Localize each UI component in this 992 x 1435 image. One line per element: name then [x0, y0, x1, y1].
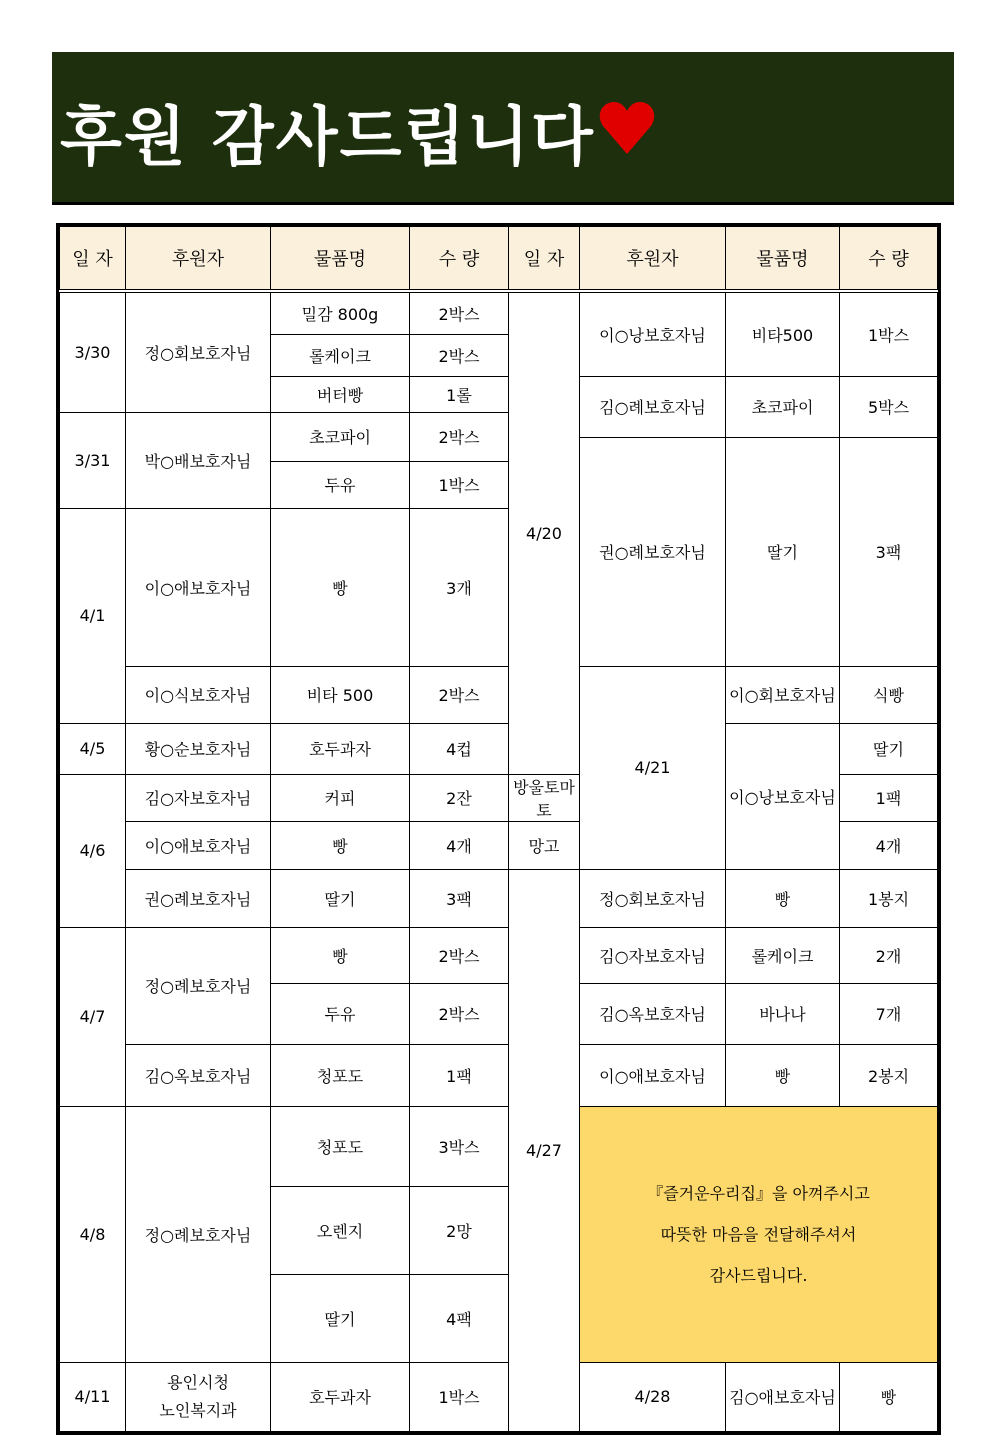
qty-cell: 5박스 — [840, 376, 938, 437]
qty-cell: 2박스 — [410, 983, 509, 1044]
donor-cell — [126, 1362, 271, 1431]
table-row — [60, 1106, 938, 1186]
qty-cell: 4개 — [840, 821, 938, 869]
item-cell: 호두과자 — [271, 723, 410, 774]
date-cell: 3/30 — [60, 291, 126, 412]
qty-cell: 4팩 — [410, 1274, 509, 1362]
item-cell: 밀감 800g — [271, 291, 410, 334]
table-row — [60, 869, 938, 927]
qty-cell: 1롤 — [410, 376, 509, 412]
item-cell: 빵 — [271, 927, 410, 983]
item-cell: 비타 500 — [271, 666, 410, 723]
table-row — [60, 291, 938, 334]
donor-cell: 이○낭보호자님 — [580, 291, 726, 376]
item-cell: 딸기 — [840, 723, 938, 774]
qty-cell: 2박스 — [410, 334, 509, 376]
donor-line: 노인복지과 — [159, 1400, 237, 1420]
date-cell: 4/5 — [60, 723, 126, 774]
donor-cell: 박○배보호자님 — [126, 412, 271, 508]
item-cell: 초코파이 — [726, 376, 840, 437]
item-cell: 청포도 — [271, 1044, 410, 1106]
item-cell: 빵 — [726, 1044, 840, 1106]
col-qty-2: 수 량 — [840, 227, 938, 292]
col-donor: 후원자 — [126, 227, 271, 292]
date-cell: 4/28 — [580, 1362, 726, 1431]
item-cell: 비타500 — [726, 291, 840, 376]
donor-cell: 이○애보호자님 — [126, 508, 271, 666]
col-donor-2: 후원자 — [580, 227, 726, 292]
item-cell: 롤케이크 — [726, 927, 840, 983]
item-cell: 초코파이 — [271, 412, 410, 461]
heart-icon — [597, 98, 657, 158]
date-cell: 4/20 — [509, 291, 580, 774]
donor-cell: 정○례보호자님 — [126, 1106, 271, 1362]
item-cell: 호두과자 — [271, 1362, 410, 1431]
page-title: 후원 감사드립니다 — [60, 101, 595, 175]
donor-line: 용인시청 — [167, 1372, 229, 1392]
date-cell: 4/6 — [60, 774, 126, 927]
item-cell: 딸기 — [271, 1274, 410, 1362]
date-cell: 4/8 — [60, 1106, 126, 1362]
date-cell: 3/31 — [60, 412, 126, 508]
item-cell: 망고 — [509, 821, 580, 869]
donor-cell: 김○옥보호자님 — [126, 1044, 271, 1106]
table-row — [60, 927, 938, 983]
table-row — [60, 723, 938, 774]
qty-cell: 1봉지 — [840, 869, 938, 927]
qty-cell: 3개 — [410, 508, 509, 666]
item-cell: 커피 — [271, 774, 410, 821]
col-date-2: 일 자 — [509, 227, 580, 292]
item-cell: 빵 — [726, 869, 840, 927]
col-item: 물품명 — [271, 227, 410, 292]
qty-cell: 3팩 — [410, 869, 509, 927]
donor-cell: 권○례보호자님 — [580, 437, 726, 666]
qty-cell: 1박스 — [410, 461, 509, 508]
date-cell: 4/11 — [60, 1362, 126, 1431]
item-cell: 빵 — [271, 821, 410, 869]
qty-cell: 1팩 — [840, 774, 938, 821]
qty-cell: 2개 — [840, 927, 938, 983]
qty-cell: 1박스 — [840, 291, 938, 376]
donor-cell: 권○례보호자님 — [126, 869, 271, 927]
donor-cell: 황○순보호자님 — [126, 723, 271, 774]
donor-cell: 정○회보호자님 — [580, 869, 726, 927]
item-cell: 딸기 — [726, 437, 840, 666]
item-cell: 오렌지 — [271, 1186, 410, 1274]
item-cell: 바나나 — [726, 983, 840, 1044]
donation-table-frame — [56, 223, 941, 1435]
date-cell: 4/7 — [60, 927, 126, 1106]
donation-table — [59, 226, 938, 1432]
qty-cell: 3팩 — [840, 437, 938, 666]
donor-cell: 이○식보호자님 — [126, 666, 271, 723]
item-cell: 두유 — [271, 983, 410, 1044]
donor-cell: 김○자보호자님 — [580, 927, 726, 983]
item-cell: 청포도 — [271, 1106, 410, 1186]
donor-cell: 이○애보호자님 — [126, 821, 271, 869]
message-line: 따뜻한 마음을 전달해주셔서 — [660, 1224, 857, 1244]
qty-cell: 4컵 — [410, 723, 509, 774]
donor-cell: 김○옥보호자님 — [580, 983, 726, 1044]
qty-cell: 1박스 — [410, 1362, 509, 1431]
item-cell: 롤케이크 — [271, 334, 410, 376]
donor-cell: 정○례보호자님 — [126, 927, 271, 1044]
item-cell: 빵 — [840, 1362, 938, 1431]
donor-cell: 이○애보호자님 — [580, 1044, 726, 1106]
qty-cell: 2잔 — [410, 774, 509, 821]
message-line: 『즐거운우리집』을 아껴주시고 — [647, 1183, 870, 1203]
item-cell: 빵 — [271, 508, 410, 666]
col-item-2: 물품명 — [726, 227, 840, 292]
item-cell: 딸기 — [271, 869, 410, 927]
qty-cell: 2박스 — [410, 666, 509, 723]
col-qty: 수 량 — [410, 227, 509, 292]
qty-cell: 2망 — [410, 1186, 509, 1274]
item-cell: 두유 — [271, 461, 410, 508]
item-cell: 방울토마토 — [509, 774, 580, 821]
donor-cell: 정○회보호자님 — [126, 291, 271, 412]
table-row — [60, 666, 938, 723]
qty-cell: 2박스 — [410, 412, 509, 461]
thank-you-message — [580, 1106, 938, 1362]
qty-cell: 7개 — [840, 983, 938, 1044]
table-row — [60, 1044, 938, 1106]
date-cell: 4/27 — [509, 869, 580, 1431]
header-banner — [52, 52, 954, 205]
donor-cell: 이○낭보호자님 — [726, 723, 840, 869]
col-date: 일 자 — [60, 227, 126, 292]
qty-cell: 2박스 — [410, 291, 509, 334]
header-row — [60, 227, 938, 292]
message-line: 감사드립니다. — [709, 1265, 808, 1285]
date-cell: 4/1 — [60, 508, 126, 723]
qty-cell: 1팩 — [410, 1044, 509, 1106]
item-cell: 식빵 — [840, 666, 938, 723]
donor-cell: 김○자보호자님 — [126, 774, 271, 821]
qty-cell: 3박스 — [410, 1106, 509, 1186]
qty-cell: 2박스 — [410, 927, 509, 983]
qty-cell: 2봉지 — [840, 1044, 938, 1106]
table-row — [60, 1362, 938, 1431]
date-cell: 4/21 — [580, 666, 726, 869]
donor-cell: 김○례보호자님 — [580, 376, 726, 437]
item-cell: 버터빵 — [271, 376, 410, 412]
donor-cell: 이○회보호자님 — [726, 666, 840, 723]
qty-cell: 4개 — [410, 821, 509, 869]
donor-cell: 김○애보호자님 — [726, 1362, 840, 1431]
